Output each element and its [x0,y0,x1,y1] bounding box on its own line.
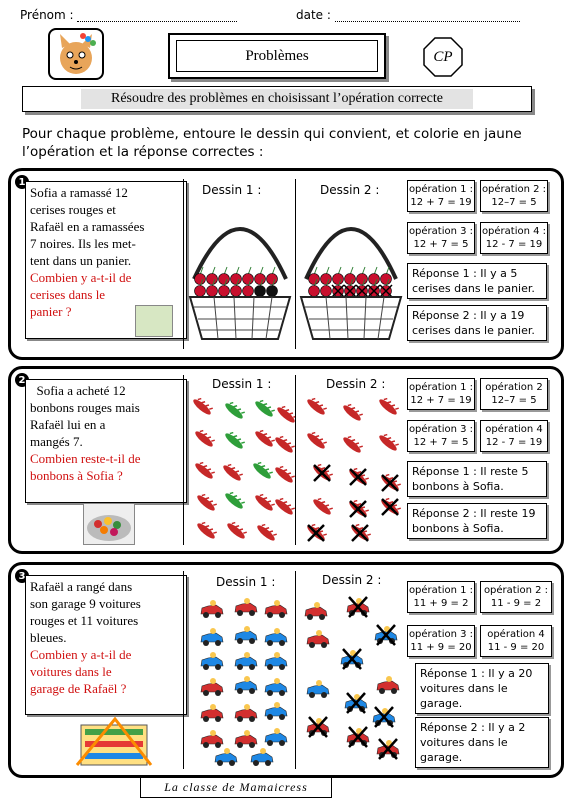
cherry-icon [345,274,356,285]
problem-line: Sofia a acheté 12 [30,383,126,398]
problem-line: bleues. [30,630,67,645]
subtitle: Résoudre des problèmes en choisissant l’opération correcte [81,89,473,109]
cherry-icon [321,274,332,285]
answer-line: cerises dans le panier. [412,324,535,337]
car-icon [201,652,223,670]
candy-icon [305,395,328,416]
car-icon [265,702,287,720]
candy-icon [273,433,296,454]
cherry-icon [195,286,206,297]
answer-line: voitures dans le [420,682,508,695]
answer-line: Réponse 2 : Il reste 19 [412,507,536,520]
operation-3-option[interactable] [407,222,475,254]
candy-icon [225,519,248,540]
instructions-line-1: Pour chaque problème, entoure le dessin qui convient, et colorie en jaune [22,126,522,142]
car-icon [201,628,223,646]
question-line: cerises dans le [30,287,106,302]
drawing-1-area[interactable] [183,571,296,769]
operation-label: opération 1 : [408,585,474,596]
car-icon [341,649,363,669]
car-icon [265,678,287,696]
operation-4-option[interactable] [480,625,552,657]
cherry-icon [195,274,206,285]
car-icon [265,652,287,670]
car-icon [235,704,257,722]
answer-line: Réponse 1 : Il y a 20 [420,667,533,680]
candy-icon [193,459,216,480]
operation-2-option[interactable] [480,378,548,410]
candy-icon [253,397,276,418]
prenom-line[interactable] [77,21,237,22]
operation-expression: 12 + 7 = 19 [410,197,472,208]
operation-4-option[interactable] [480,420,548,452]
candy-icon [305,429,328,450]
car-icon [235,730,257,748]
drawing-1-area[interactable] [183,179,296,349]
car-icon [215,748,237,766]
operation-label: opération 1 : [408,382,474,393]
toy-garage-image [75,717,155,769]
drawing-2-label: Dessin 2 : [320,183,380,197]
candy-icon [341,401,364,422]
car-icon [201,730,223,748]
problem-line: Rafaël lui en a [30,417,106,432]
operation-expression: 12 + 7 = 5 [413,437,469,448]
car-icon [201,704,223,722]
candy-icon [374,467,406,499]
drawing-2-area[interactable] [295,571,406,769]
drawing-2-label: Dessin 2 : [326,377,386,391]
candy-icon [195,491,218,512]
operation-3-option[interactable] [407,625,475,657]
problem-line: bonbons rouges mais [30,400,140,415]
drawing-1-label: Dessin 1 : [202,183,262,197]
operation-expression: 12–7 = 5 [491,395,537,406]
drawing-1-label: Dessin 1 : [216,575,276,589]
operation-1-option[interactable] [407,378,475,410]
problem-text-2 [25,379,187,503]
candy-icon [223,399,246,420]
operation-2-option[interactable] [480,180,548,212]
level-badge [423,37,463,77]
candy-icon [223,489,246,510]
book-image [135,305,173,337]
subtitle-box [22,86,532,112]
cherry-icon [309,286,320,297]
car-icon [307,680,329,698]
problem-number-3: 3 [15,569,29,583]
cherry-icon [381,274,392,285]
problem-line: cerises rouges et [30,202,116,217]
problem-line: mangés 7. [30,434,83,449]
candy-icon [273,495,296,516]
question-line: bonbons à Sofia ? [30,468,123,483]
candy-icon [273,463,296,484]
answer-line: garage. [420,751,463,764]
drawing-2-area[interactable] [295,375,406,545]
date-field[interactable] [296,8,520,22]
candy-icon [275,403,296,424]
operation-expression: 12 - 7 = 19 [485,239,543,250]
operation-label: opération 4 [487,629,545,640]
operation-3-option[interactable] [407,420,475,452]
question-line: voitures dans le [30,664,112,679]
operation-expression: 11 - 9 = 2 [490,598,542,609]
problem-section-2 [8,366,564,554]
candy-icon [255,521,278,542]
cherry-icon [255,286,266,297]
prenom-field[interactable] [20,8,237,22]
cherry-basket-drawing-1 [184,199,296,349]
candy-icon [342,461,374,493]
candy-icon [344,517,376,545]
drawing-2-label: Dessin 2 : [322,573,382,587]
instructions-line-2: l’opération et la réponse correctes : [22,144,264,160]
candy-drawing-1 [184,393,296,545]
question-line: Combien y a-t-il de [30,270,132,285]
cherry-icon [243,274,254,285]
operation-label: opération 2 [485,382,543,393]
answer-2-option[interactable] [407,503,547,539]
level-text: CP [433,48,453,65]
car-icon [347,597,369,617]
car-icon [265,600,287,618]
car-icon [377,739,399,759]
problem-line: Rafaël en a ramassées [30,219,145,234]
operation-label: opération 1 : [408,184,474,195]
candy-bowl-image [83,503,135,545]
candy-icon [193,427,216,448]
cherry-icon [267,286,278,297]
operation-label: opération 2 : [483,585,549,596]
problem-line: 7 noires. Ils les met- [30,236,136,251]
answer-line: Réponse 2 : Il y a 2 [420,721,526,734]
operation-label: opération 3 : [408,629,474,640]
candy-icon [377,395,400,416]
candy-icon [251,459,274,480]
page-title: Problèmes [245,47,309,64]
candy-icon [342,493,374,525]
cherry-icon [219,274,230,285]
prenom-label: Prénom : [20,8,74,22]
answer-line: cerises dans le panier. [412,282,535,295]
operation-1-option[interactable] [407,180,475,212]
candy-icon [311,495,334,516]
candy-icon [377,431,400,452]
operation-expression: 11 - 9 = 20 [487,642,545,653]
question-line: Combien y a-t-il de [30,647,132,662]
car-icon [307,630,329,648]
candy-icon [223,429,246,450]
candy-icon [253,491,276,512]
footer-credit [140,776,332,798]
candy-icon [341,433,364,454]
title-box [168,33,386,79]
candy-icon [191,395,214,416]
answer-line: bonbons à Sofia. [412,522,504,535]
candy-icon [300,517,332,545]
drawing-2-area[interactable] [295,179,406,349]
candy-icon [221,461,244,482]
answer-line: Réponse 2 : Il y a 19 [412,309,525,322]
problem-text-3 [25,575,187,715]
car-icon [347,727,369,747]
answer-1-option[interactable] [407,263,547,299]
date-label: date : [296,8,331,22]
cherry-icon [267,274,278,285]
operation-label: opération 2 : [481,184,547,195]
problem-section-3 [8,562,564,778]
cherry-basket-drawing-2 [296,199,406,349]
drawing-1-label: Dessin 1 : [212,377,272,391]
car-icon [251,748,273,766]
cherry-icon [369,274,380,285]
question-line: panier ? [30,304,72,319]
answer-line: Réponse 1 : Il reste 5 [412,465,529,478]
problem-number-1: 1 [15,175,29,189]
operation-expression: 12 + 7 = 19 [410,395,472,406]
car-icon [377,676,399,694]
car-icon [265,728,287,746]
operation-expression: 12–7 = 5 [491,197,537,208]
car-icon [375,625,397,645]
operation-label: opération 4 : [481,226,547,237]
answer-1-option[interactable] [415,663,549,714]
problem-line: tent dans un panier. [30,253,132,268]
car-icon [307,717,329,737]
cars-drawing-2 [296,591,406,769]
cherry-icon [243,286,254,297]
problem-line: son garage 9 voitures [30,596,141,611]
cherry-icon [321,286,332,297]
cherry-icon [255,274,266,285]
cars-drawing-1 [184,591,296,769]
car-icon [235,676,257,694]
cherry-icon [219,286,230,297]
answer-line: bonbons à Sofia. [412,480,504,493]
candy-icon [195,519,218,540]
problem-section-1 [8,168,564,360]
footer-text: La classe de Mamaicress [164,779,308,794]
cherry-icon [357,274,368,285]
candy-icon [253,427,276,448]
operation-label: opération 3 : [408,424,474,435]
operation-expression: 12 + 7 = 5 [413,239,469,250]
car-icon [235,652,257,670]
instructions [22,125,542,161]
candy-icon [306,457,338,489]
cherry-icon [231,286,242,297]
operation-4-option[interactable] [480,222,548,254]
answer-1-option[interactable] [407,461,547,497]
date-line[interactable] [335,21,520,22]
problem-number-2: 2 [15,373,29,387]
cherry-icon [333,274,344,285]
problem-line: rouges et 11 voitures [30,613,139,628]
cat-logo [48,28,104,80]
car-icon [265,628,287,646]
car-icon [235,626,257,644]
problem-line: Sofia a ramassé 12 [30,185,128,200]
cherry-icon [207,286,218,297]
question-line: garage de Rafaël ? [30,681,127,696]
cherry-icon [207,274,218,285]
car-icon [373,707,395,727]
car-icon [201,600,223,618]
candy-icon [374,491,406,523]
answer-line: garage. [420,697,463,710]
candy-drawing-2 [296,393,406,545]
answer-line: voitures dans le [420,736,508,749]
answer-line: Réponse 1 : Il y a 5 [412,267,518,280]
operation-2-option[interactable] [480,581,552,613]
answer-2-option[interactable] [415,717,549,768]
operation-expression: 11 + 9 = 2 [413,598,469,609]
car-icon [305,602,327,620]
operation-expression: 11 + 9 = 20 [410,642,472,653]
drawing-1-area[interactable] [183,375,296,545]
car-icon [235,598,257,616]
car-icon [201,678,223,696]
cherry-icon [309,274,320,285]
operation-label: opération 4 [485,424,543,435]
operation-expression: 12 - 7 = 19 [485,437,543,448]
operation-label: opération 3 : [408,226,474,237]
answer-2-option[interactable] [407,305,547,341]
operation-1-option[interactable] [407,581,475,613]
problem-line: Rafaël a rangé dans [30,579,133,594]
cherry-icon [231,274,242,285]
question-line: Combien reste-t-il de [30,451,141,466]
car-icon [345,693,367,713]
